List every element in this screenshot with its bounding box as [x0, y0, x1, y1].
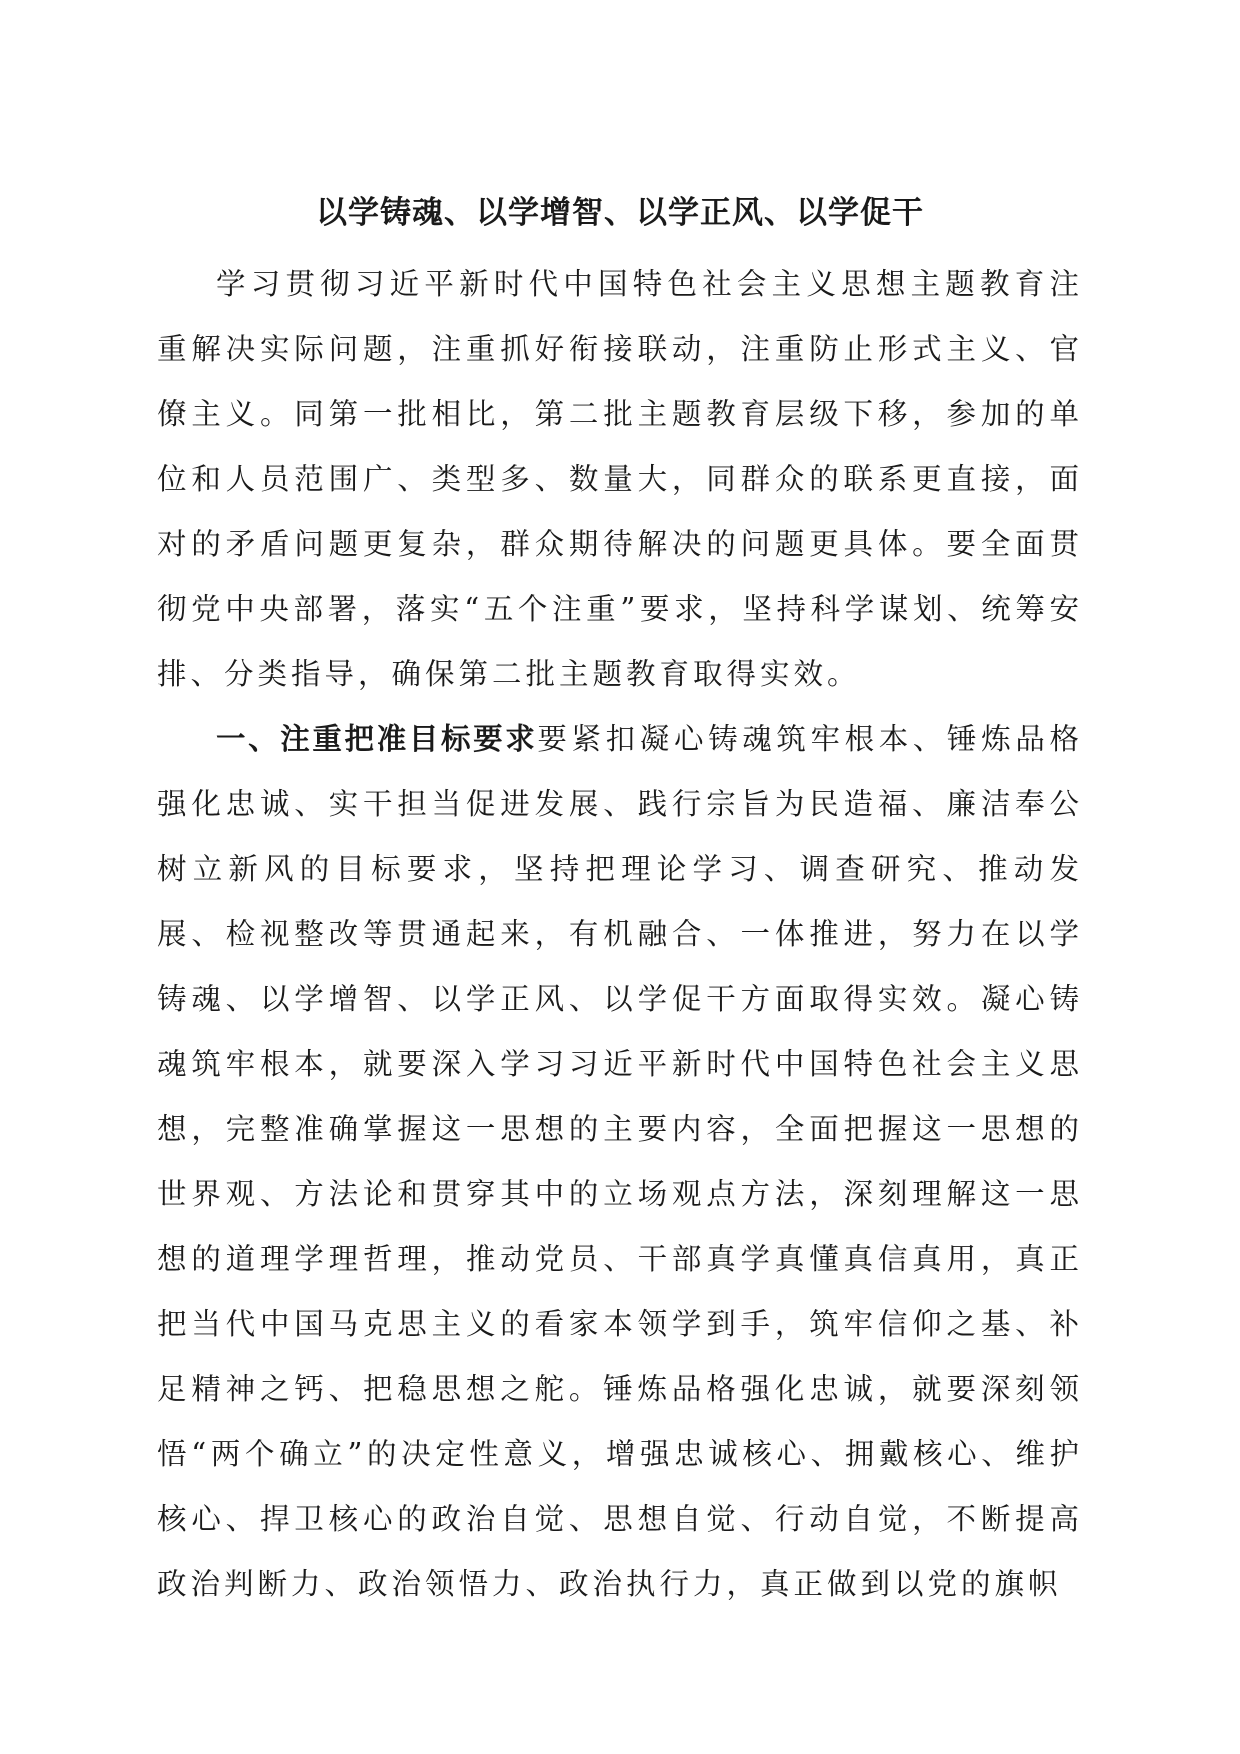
document-title: 以学铸魂、以学增智、以学正风、以学促干 — [316, 195, 924, 231]
section-1-paragraph — [157, 707, 1083, 1617]
section-1-text: 要紧扣凝心铸魂筑牢根本、锤炼品格强化忠诚、实干担当促进发展、践行宗旨为民造福、廉洁奉公树立新风的目标要求，坚持把理论学习、调查研究、推动发展、检视整改等贯通起来，有机融合、一体推进，努力在以学铸魂、以学增智、以学正风、以学促干方面取得实效。凝心铸魂筑牢根本，就要深入学习习近平新时代中国特色社会主义思想，完整准确掌握这一思想的主要内容，全面把握这一思想的世界观、方法论和贯穿其中的立场观点方法，深刻理解这一思想的道理学理哲理，推动党员、干部真学真懂真信真用，真正把当代中国马克思主义的看家本领学到手，筑牢信仰之基、补足精神之钙、把稳思想之舵。锤炼品格强化忠诚，就要深刻领悟“两个确立”的决定性意义，增强忠诚核心、拥戴核心、维护核心、捍卫核心的政治自觉、思想自觉、行动自觉，不断提高政治判断力、政治领悟力、政治执行力，真正做到以党的旗帜 — [157, 722, 1083, 1601]
section-1-heading: 一、注重把准目标要求 — [216, 722, 538, 756]
intro-paragraph: 学习贯彻习近平新时代中国特色社会主义思想主题教育注重解决实际问题，注重抓好衔接联动，注重防止形式主义、官僚主义。同第一批相比，第二批主题教育层级下移，参加的单位和人员范围广、类型多、数量大，同群众的联系更直接，面对的矛盾问题更复杂，群众期待解决的问题更具体。要全面贯彻党中央部署，落实“五个注重”要求，坚持科学谋划、统筹安排、分类指导，确保第二批主题教育取得实效。 — [157, 267, 1083, 691]
document-body — [157, 252, 1083, 1617]
